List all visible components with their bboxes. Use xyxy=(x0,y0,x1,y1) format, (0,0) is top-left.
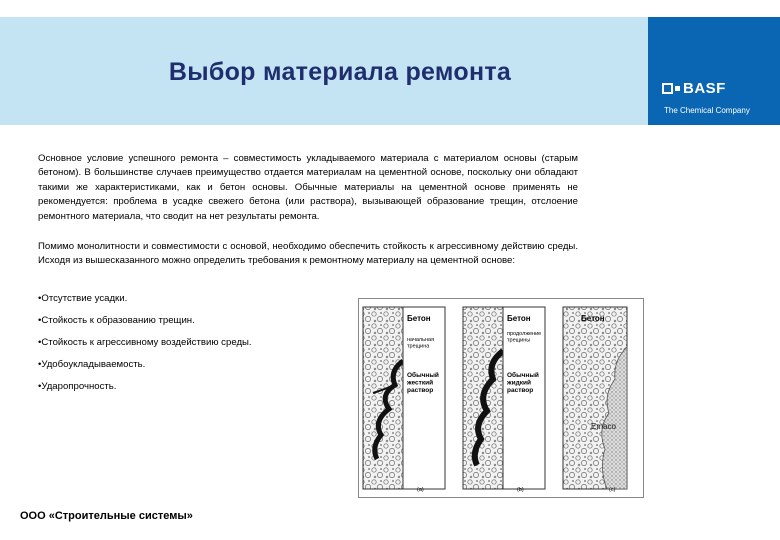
logo-text: BASF xyxy=(683,80,726,97)
list-item: •Стойкость к образованию трещин. xyxy=(38,315,195,326)
repair-diagram xyxy=(358,298,644,498)
list-item: •Стойкость к агрессивному воздействию среды. xyxy=(38,337,252,348)
panel-c-material-label: Emaco xyxy=(591,422,616,431)
paragraph-requirements: Помимо монолитности и совместимости с основой, необходимо обеспечить стойкость к агрессивному действию среды. Исходя из вышесказанного можно определить требования к ремонтному материалу на цементной основе: xyxy=(38,241,578,267)
panel-b xyxy=(463,307,545,493)
requirements-list xyxy=(38,292,358,402)
panel-a-sub-label: начальная трещина xyxy=(407,337,435,350)
panel-a-material-label: Обычный жесткий раствор xyxy=(407,372,439,394)
list-item: •Удобоукладываемость. xyxy=(38,359,146,370)
panel-a-caption: (a) xyxy=(417,487,424,493)
page-title: Выбор материала ремонта xyxy=(168,58,512,86)
logo-subtitle: The Chemical Company xyxy=(664,106,750,115)
list-item: •Отсутствие усадки. xyxy=(38,293,128,304)
panel-b-material-label: Обычный жидкий раствор xyxy=(507,372,539,394)
panel-b-top-label: Бетон xyxy=(507,314,531,323)
basf-logo-mark-icon xyxy=(662,83,680,94)
panel-b-sub-label: продолжение трещины xyxy=(507,331,542,344)
panel-b-caption: (b) xyxy=(517,487,524,493)
panel-c-top-label: Бетон xyxy=(581,314,605,323)
panel-c-caption: (c) xyxy=(609,487,616,493)
panel-a-top-label: Бетон xyxy=(407,314,431,323)
panel-c xyxy=(563,307,627,493)
panel-a xyxy=(363,307,445,493)
paragraph-intro: Основное условие успешного ремонта – совместимость укладываемого материала с материалом основы (старым бетоном). В большинстве случаев преимущество отдается материалам на цементной основе, поскольку они обладают такими же характеристиками, как и бетон основы. Обычные материалы на цементной основе применять не рекомендуется: проблема в усадке свежего бетона (или раствора), вызывающей образование трещин, отслоение ремонтного материала, что сводит на нет результаты ремонта. xyxy=(38,153,578,222)
basf-logo xyxy=(662,80,726,97)
list-item: •Ударопрочность. xyxy=(38,381,117,392)
footer-company: ООО «Строительные системы» xyxy=(20,510,193,522)
